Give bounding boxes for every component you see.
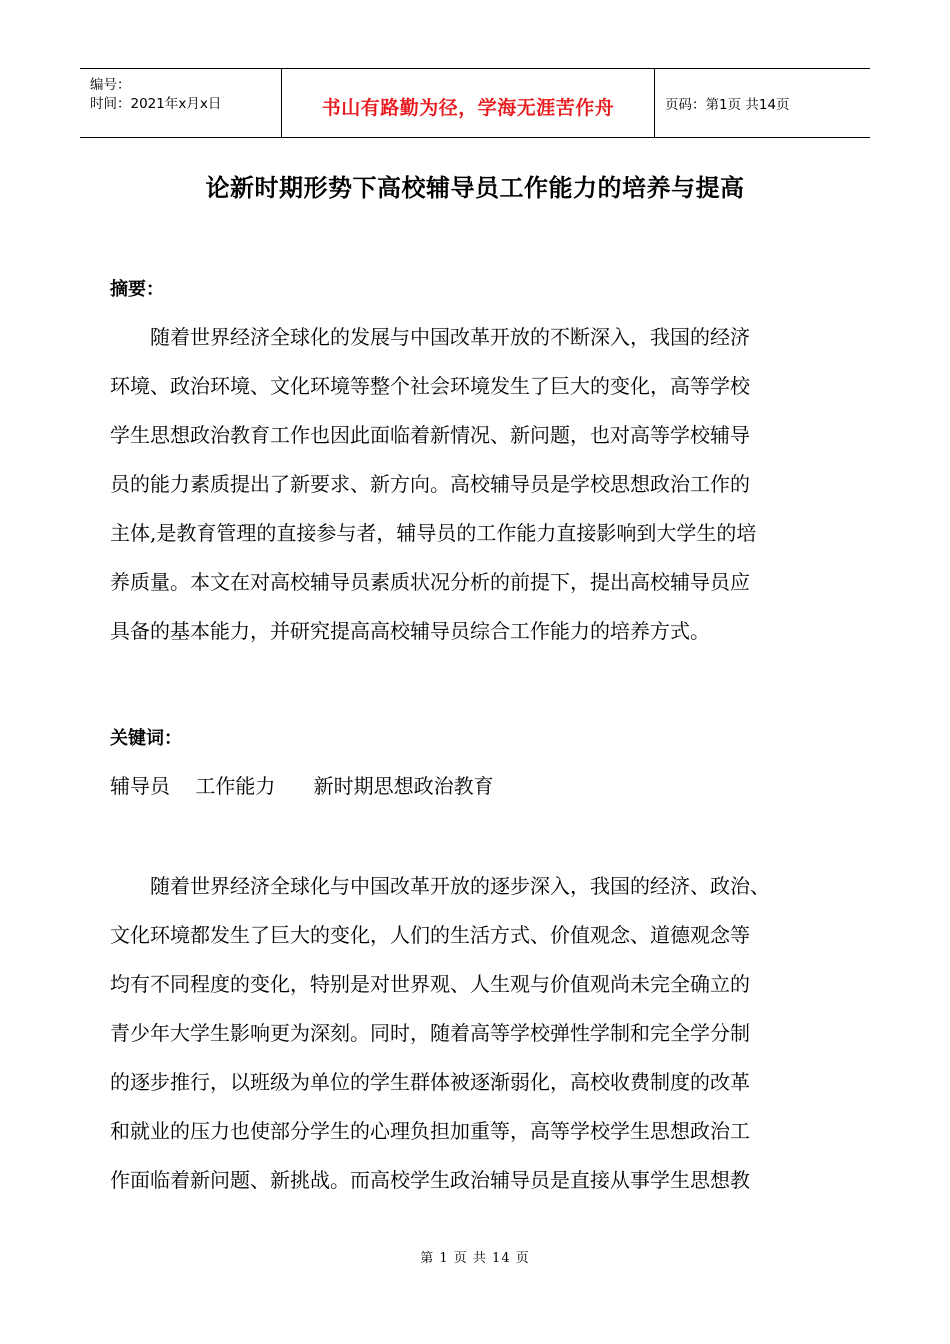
body-paragraph: [110, 862, 830, 1205]
abstract-paragraph: [110, 313, 850, 656]
abstract-line: 员的能力素质提出了新要求、新方向。高校辅导员是学校思想政治工作的: [110, 472, 750, 496]
time-label: 时间：2021年x月x日: [90, 96, 222, 112]
abstract-line: 学生思想政治教育工作也因此面临着新情况、新问题，也对高等学校辅导: [110, 423, 750, 447]
body-line: 青少年大学生影响更为深刻。同时，随着高等学校弹性学制和完全学分制: [110, 1021, 750, 1045]
abstract-line: 随着世界经济全球化的发展与中国改革开放的不断深入，我国的经济: [110, 325, 750, 349]
document-header: [80, 68, 870, 138]
body-line: 均有不同程度的变化，特别是对世界观、人生观与价值观尚未完全确立的: [110, 972, 750, 996]
keywords-list: 辅导员 工作能力 新时期思想政治教育: [110, 774, 494, 798]
body-line: 和就业的压力也使部分学生的心理负担加重等，高等学校学生思想政治工: [110, 1119, 750, 1143]
serial-label: 编号：: [90, 77, 131, 93]
keywords-heading: 关键词：: [110, 728, 182, 749]
header-motto: 书山有路勤为径，学海无涯苦作舟: [321, 96, 615, 119]
abstract-line: 环境、政治环境、文化环境等整个社会环境发生了巨大的变化，高等学校: [110, 374, 750, 398]
header-motto-cell: [282, 69, 655, 137]
page-footer: 第 1 页 共 14 页: [420, 1251, 530, 1266]
abstract-line: 主体,是教育管理的直接参与者，辅导员的工作能力直接影响到大学生的培: [110, 521, 757, 545]
abstract-heading: 摘要：: [110, 279, 164, 300]
document-title: 论新时期形势下高校辅导员工作能力的培养与提高: [205, 174, 745, 202]
abstract-line: 具备的基本能力，并研究提高高校辅导员综合工作能力的培养方式。: [110, 619, 710, 643]
body-line: 文化环境都发生了巨大的变化，人们的生活方式、价值观念、道德观念等: [110, 923, 750, 947]
header-page-info: 页码：第1页 共14页: [665, 97, 790, 113]
body-line: 作面临着新问题、新挑战。而高校学生政治辅导员是直接从事学生思想教: [110, 1168, 750, 1192]
abstract-line: 养质量。本文在对高校辅导员素质状况分析的前提下，提出高校辅导员应: [110, 570, 750, 594]
header-meta: [80, 69, 282, 137]
body-line: 的逐步推行，以班级为单位的学生群体被逐渐弱化，高校收费制度的改革: [110, 1070, 750, 1094]
body-line: 随着世界经济全球化与中国改革开放的逐步深入，我国的经济、政治、: [110, 874, 770, 898]
